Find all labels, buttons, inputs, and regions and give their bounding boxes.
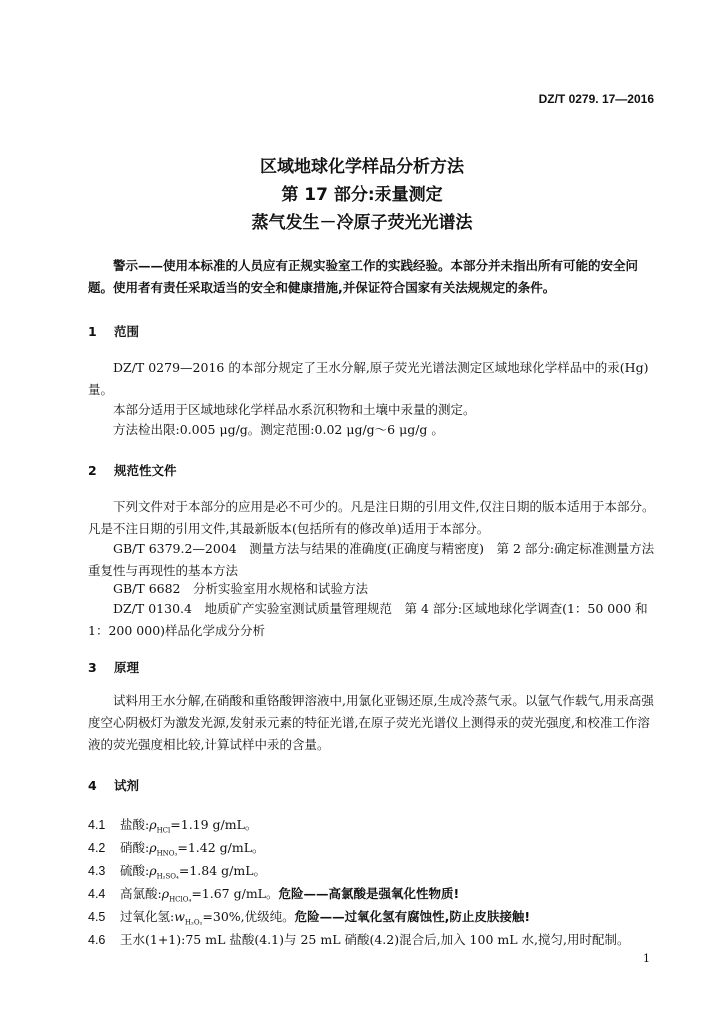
reagent-row (88, 838, 668, 858)
reagent-symbol: w (174, 909, 185, 924)
section-heading-reagents (88, 776, 139, 794)
section-heading-scope (88, 322, 139, 340)
principle-paragraph: 试料用王水分解,在硝酸和重铬酸钾溶液中,用氯化亚锡还原,生成冷蒸气汞。以氩气作载气,用汞高强度空心阴极灯为激发光源,发射汞元素的特征光谱,在原子荧光光谱仪上测得汞的荧光强度,和校准工作溶液的荧光强度相比较,计算试样中汞的含量。 (88, 693, 654, 752)
section-heading-normative (88, 461, 177, 479)
section-title: 范围 (114, 324, 140, 339)
normative-paragraph-1: 下列文件对于本部分的应用是必不可少的。凡是注日期的引用文件,仅注日期的版本适用于本部分。凡是不注日期的引用文件,其最新版本(包括所有的修改单)适用于本部分。 (88, 499, 655, 536)
standard-code: DZ/T 0279. 17—2016 (538, 92, 654, 106)
reagent-symbol: ρ (149, 840, 157, 855)
normative-reference-1: GB/T 6379.2—2004 测量方法与结果的准确度(正确度与精密度) 第 2 部分:确定标准测量方法重复性与再现性的基本方法 (88, 541, 655, 578)
reagent-number: 4.1 (88, 818, 106, 832)
reagent-symbol: ρ (161, 886, 170, 901)
reagent-name: 硝酸: (120, 840, 150, 855)
page-number: 1 (643, 952, 650, 965)
reagent-name: 高氯酸: (120, 886, 162, 901)
reagent-name: 盐酸: (120, 817, 150, 832)
section-number: 2 (88, 463, 97, 478)
title-line-3: 蒸气发生－冷原子荧光光谱法 (251, 213, 473, 233)
reagent-subscript: HCl (156, 826, 171, 835)
section-title: 原理 (114, 660, 140, 675)
normative-reference-3: DZ/T 0130.4 地质矿产实验室测试质量管理规范 第 4 部分:区域地球化学调查(1：50 000 和1：200 000)样品化学成分分析 (88, 601, 648, 638)
reagent-name: 王水(1+1):75 mL 盐酸(4.1)与 25 mL 硝酸(4.2)混合后,加入 100 mL 水,搅匀,用时配制。 (120, 932, 630, 947)
scope-paragraph-1: DZ/T 0279—2016 的本部分规定了王水分解,原子荧光光谱法测定区域地球化学样品中的汞(Hg)量。 (88, 360, 649, 397)
reagent-number: 4.5 (88, 910, 106, 924)
reagent-subscript: H₂O₂ (184, 918, 203, 927)
reagent-subscript: H₂SO₄ (156, 872, 179, 881)
normative-reference-2: GB/T 6682 分析实验室用水规格和试验方法 (113, 581, 369, 596)
reagent-danger-note: 危险——高氯酸是强氧化性物质! (278, 886, 460, 901)
reagent-value: =1.42 g/mL。 (177, 840, 265, 855)
title-line-1: 区域地球化学样品分析方法 (260, 157, 464, 177)
scope-paragraph-2: 本部分适用于区域地球化学样品水系沉积物和土壤中汞量的测定。 (113, 402, 476, 417)
reagent-number: 4.2 (88, 841, 106, 855)
reagent-symbol: ρ (149, 817, 157, 832)
reagent-value: =1.19 g/mL。 (170, 817, 258, 832)
reagent-number: 4.6 (88, 933, 106, 947)
reagent-subscript: HClO₄ (169, 895, 192, 904)
reagent-row (88, 884, 668, 904)
section-number: 4 (88, 778, 97, 793)
reagent-value: =1.84 g/mL。 (178, 863, 266, 878)
reagent-symbol: ρ (149, 863, 157, 878)
reagent-value: =1.67 g/mL。 (191, 886, 279, 901)
reagent-row (88, 815, 668, 835)
section-title: 试剂 (114, 778, 140, 793)
reagent-row (88, 861, 668, 881)
section-number: 1 (88, 324, 97, 339)
reagent-name: 过氧化氢: (120, 909, 175, 924)
safety-warning: 警示——使用本标准的人员应有正规实验室工作的实践经验。本部分并未指出所有可能的安全问题。使用者有责任采取适当的安全和健康措施,并保证符合国家有关法规规定的条件。 (88, 258, 639, 295)
title-line-2: 第 17 部分:汞量测定 (281, 185, 443, 205)
reagent-row (88, 907, 668, 927)
reagent-danger-note: 危险——过氧化氢有腐蚀性,防止皮肤接触! (294, 909, 531, 924)
section-number: 3 (88, 660, 97, 675)
reagent-value: =30%,优级纯。 (202, 909, 295, 924)
reagent-row (88, 930, 668, 948)
section-heading-principle (88, 658, 139, 676)
reagent-number: 4.4 (88, 887, 106, 901)
section-title: 规范性文件 (114, 463, 177, 478)
scope-paragraph-3: 方法检出限:0.005 μg/g。测定范围:0.02 μg/g～6 μg/g 。 (113, 422, 444, 437)
reagent-subscript: HNO₃ (156, 849, 178, 858)
reagent-name: 硫酸: (120, 863, 150, 878)
reagent-number: 4.3 (88, 864, 106, 878)
